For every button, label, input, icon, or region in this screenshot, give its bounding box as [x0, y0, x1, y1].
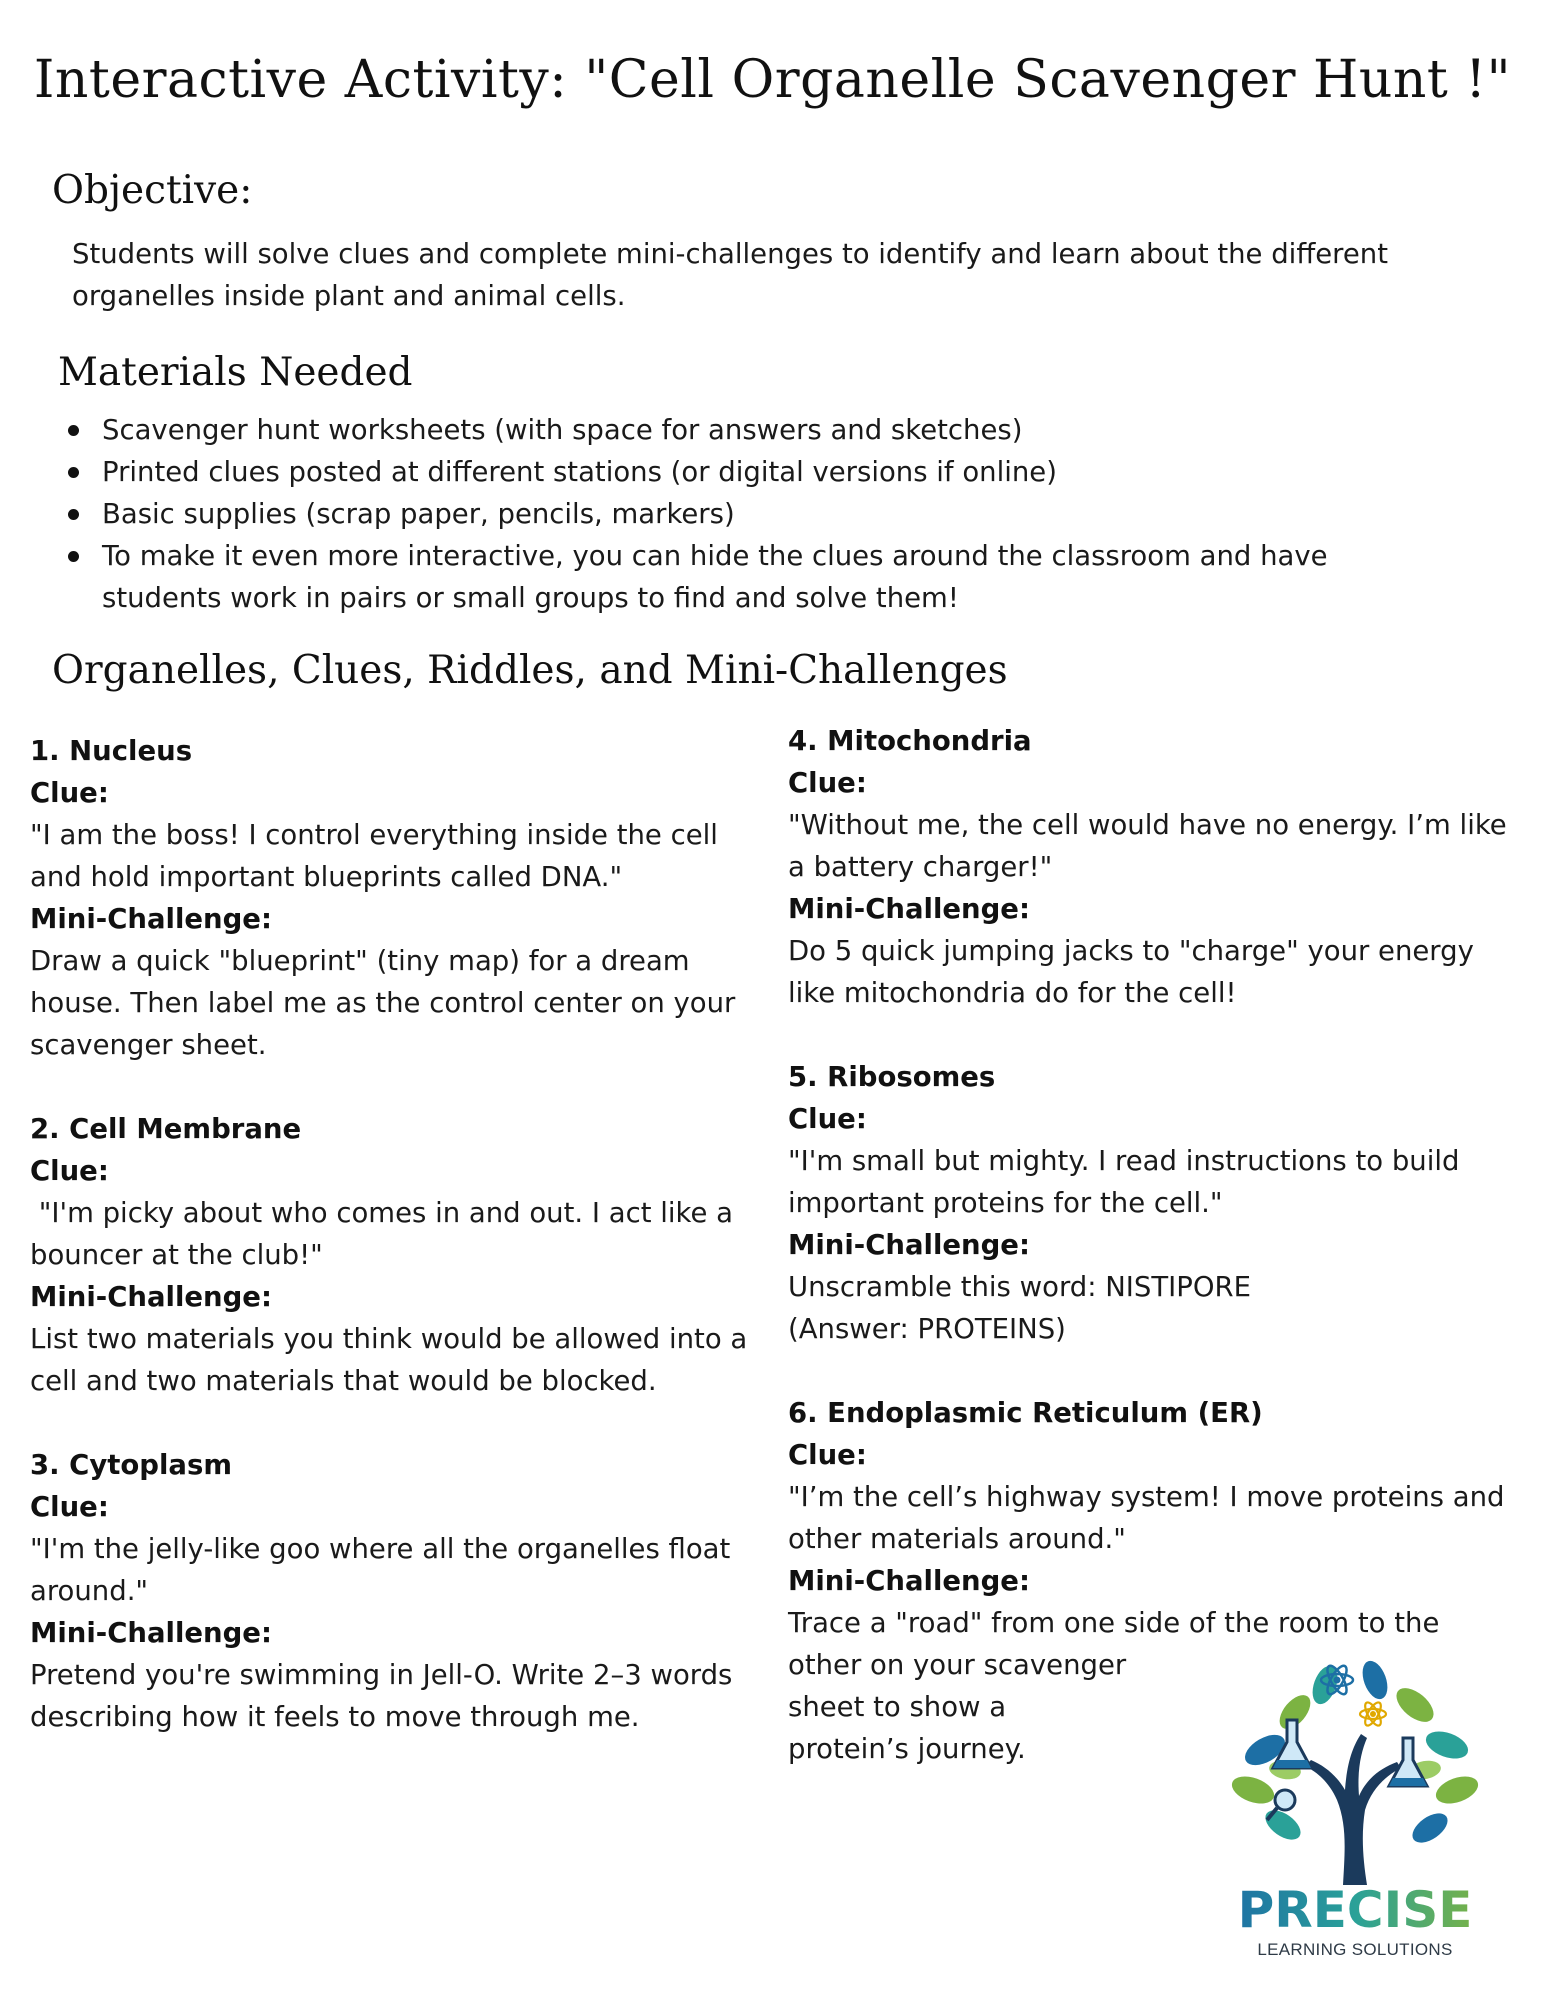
clue-label: Clue: — [788, 1103, 867, 1135]
clue-text: "I'm small but mighty. I read instructions to build important proteins for the cell." — [788, 1145, 1460, 1219]
clue-text: "I’m the cell’s highway system! I move proteins and other materials around." — [788, 1481, 1505, 1555]
bullet-icon — [68, 467, 79, 478]
materials-item — [60, 493, 1420, 535]
organelle-name: 4. Mitochondria — [788, 725, 1032, 757]
clue-label: Clue: — [788, 1439, 867, 1471]
bullet-icon — [68, 509, 79, 520]
clue-label: Clue: — [30, 777, 109, 809]
challenge-label: Mini-Challenge: — [30, 1281, 272, 1313]
logo-name: PRECISE — [1225, 1882, 1485, 1938]
challenge-text-line: sheet to show a — [788, 1691, 1007, 1723]
logo-tagline: LEARNING SOLUTIONS — [1257, 1940, 1453, 1959]
challenge-label: Mini-Challenge: — [30, 1617, 272, 1649]
clue-label: Clue: — [30, 1491, 109, 1523]
materials-item — [60, 451, 1420, 493]
challenge-label: Mini-Challenge: — [30, 903, 272, 935]
clue-text: "I'm the jelly-like goo where all the organelles float around." — [30, 1533, 731, 1607]
challenge-text: Draw a quick "blueprint" (tiny map) for a dream house. Then label me as the control center on your scavenger sheet. — [30, 945, 736, 1061]
materials-heading: Materials Needed — [58, 350, 413, 395]
challenge-text-line: Trace a "road" from one side of the room to the — [788, 1607, 1440, 1639]
challenge-text-line: protein’s journey. — [788, 1733, 1026, 1765]
materials-item-text: Basic supplies (scrap paper, pencils, markers) — [102, 498, 735, 530]
objective-text: Students will solve clues and complete mini-challenges to identify and learn about the different organelles inside plant and animal cells. — [72, 238, 1389, 312]
clue-label: Clue: — [788, 767, 867, 799]
challenge-text: Unscramble this word: NISTIPORE — [788, 1271, 1251, 1303]
organelles-heading: Organelles, Clues, Riddles, and Mini-Challenges — [52, 648, 1008, 693]
clue-text: "I am the boss! I control everything inside the cell and hold important blueprints called DNA." — [30, 819, 718, 893]
challenge-text: Pretend you're swimming in Jell-O. Write 2–3 words describing how it feels to move through me. — [30, 1659, 733, 1733]
tree-with-lab-flasks-icon — [1225, 1650, 1485, 1885]
organelle-name: 5. Ribosomes — [788, 1061, 996, 1093]
materials-item-text: To make it even more interactive, you can hide the clues around the classroom and have students work in pairs or small groups to find and solve them! — [102, 540, 1328, 614]
challenge-label: Mini-Challenge: — [788, 1565, 1030, 1597]
clue-text: "Without me, the cell would have no energy. I’m like a battery charger!" — [788, 809, 1507, 883]
organelle-name: 3. Cytoplasm — [30, 1449, 232, 1481]
organelle-card-mitochondria — [788, 720, 1508, 1014]
organelle-name: 1. Nucleus — [30, 735, 193, 767]
challenge-text-line: other on your scavenger — [788, 1649, 1127, 1681]
materials-item — [60, 535, 1420, 619]
clue-text: "I'm picky about who comes in and out. I act like a bouncer at the club!" — [30, 1197, 742, 1271]
organelle-card-cytoplasm — [30, 1444, 750, 1738]
materials-item-text: Printed clues posted at different stations (or digital versions if online) — [102, 456, 1057, 488]
organelle-card-cell-membrane — [30, 1108, 750, 1402]
organelle-name: 6. Endoplasmic Reticulum (ER) — [788, 1397, 1263, 1429]
clue-label: Clue: — [30, 1155, 109, 1187]
bullet-icon — [68, 551, 79, 562]
organelles-right-column — [788, 720, 1508, 1812]
challenge-label: Mini-Challenge: — [788, 1229, 1030, 1261]
organelle-card-nucleus — [30, 730, 750, 1066]
materials-list — [60, 409, 1420, 619]
bullet-icon — [68, 425, 79, 436]
objective-heading: Objective: — [52, 168, 253, 213]
organelle-card-ribosomes — [788, 1056, 1508, 1350]
challenge-text: List two materials you think would be allowed into a cell and two materials that would be blocked. — [30, 1323, 748, 1397]
precise-learning-logo — [1225, 1650, 1485, 1970]
materials-item — [60, 409, 1420, 451]
organelle-name: 2. Cell Membrane — [30, 1113, 302, 1145]
atom-icon — [1360, 1700, 1386, 1728]
challenge-answer: (Answer: PROTEINS) — [788, 1313, 1066, 1345]
organelles-left-column — [30, 730, 750, 1780]
materials-item-text: Scavenger hunt worksheets (with space for answers and sketches) — [102, 414, 1023, 446]
challenge-text: Do 5 quick jumping jacks to "charge" your energy like mitochondria do for the cell! — [788, 935, 1474, 1009]
page-title: Interactive Activity: "Cell Organelle Scavenger Hunt !" — [33, 50, 1512, 110]
challenge-label: Mini-Challenge: — [788, 893, 1030, 925]
